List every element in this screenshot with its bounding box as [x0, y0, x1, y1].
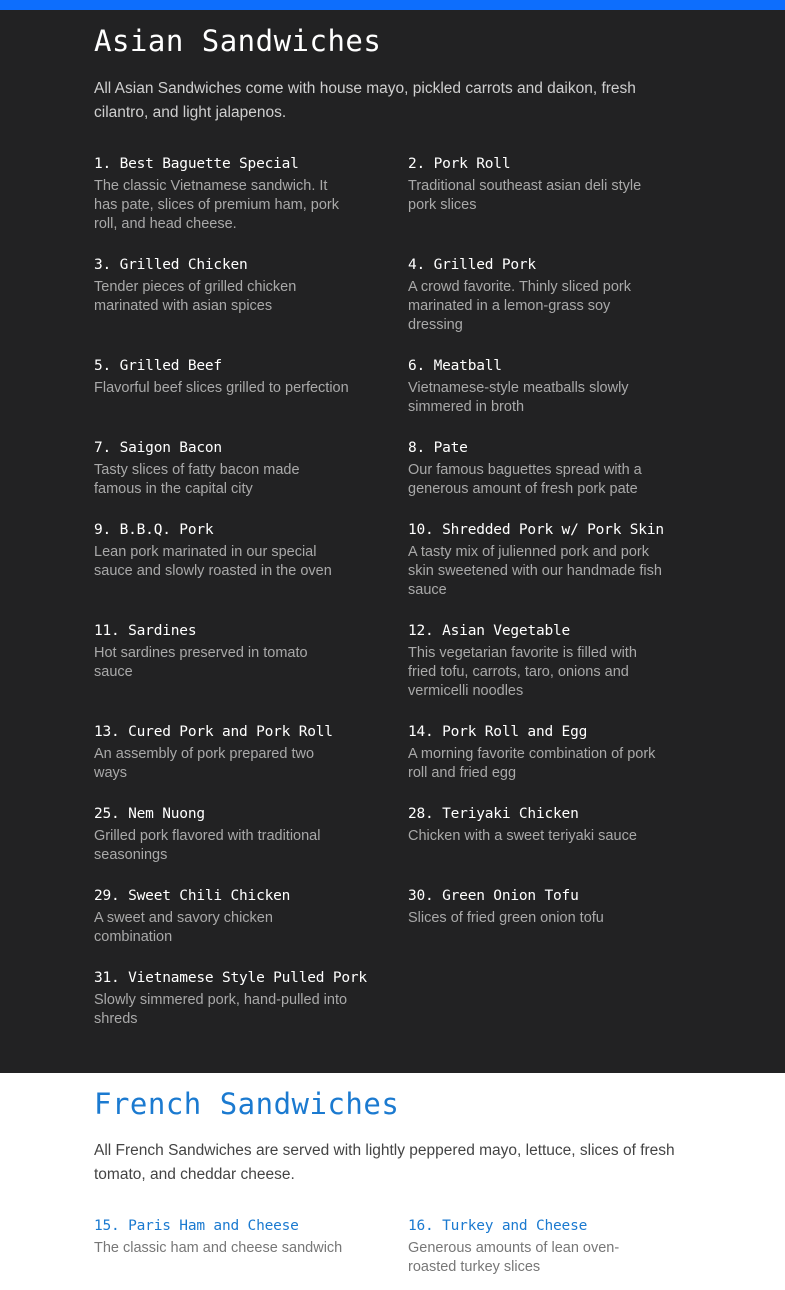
menu-item-desc: A morning favorite combination of pork roll and fried egg [408, 746, 656, 781]
menu-item-name: 3. Grilled Chicken [94, 257, 248, 273]
menu-item-desc: Hot sardines preserved in tomato sauce [94, 645, 308, 680]
menu-item [408, 356, 688, 417]
menu-item [94, 968, 374, 1029]
menu-item-desc: Slowly simmered pork, hand-pulled into shreds [94, 992, 348, 1027]
top-accent-bar [0, 0, 785, 10]
menu-item-name: 7. Saigon Bacon [94, 440, 222, 456]
menu-item [408, 804, 688, 846]
menu-item-desc: Slices of fried green onion tofu [408, 910, 604, 926]
menu-item-desc: Traditional southeast asian deli style pork slices [408, 178, 642, 213]
menu-item-name: 9. B.B.Q. Pork [94, 522, 214, 538]
menu-item [94, 255, 374, 316]
menu-item [408, 520, 688, 600]
menu-item-desc: Flavorful beef slices grilled to perfection [94, 380, 349, 396]
menu-item-desc: A tasty mix of julienned pork and pork skin sweetened with our handmade fish sauce [408, 544, 662, 598]
menu-item [94, 621, 374, 682]
menu-item-desc: Tender pieces of grilled chicken marinated with asian spices [94, 279, 297, 314]
section-intro: All French Sandwiches are served with lightly peppered mayo, lettuce, slices of fresh tomato, and cheddar cheese. [94, 1142, 675, 1183]
menu-item [94, 356, 374, 398]
menu-item-desc: An assembly of pork prepared two ways [94, 746, 315, 781]
menu-item [408, 722, 688, 783]
menu-item-name: 14. Pork Roll and Egg [408, 724, 588, 740]
section-title: Asian Sandwiches [94, 24, 382, 58]
menu-item-name: 2. Pork Roll [408, 156, 511, 172]
menu-item [94, 722, 374, 783]
menu-item-name: 15. Paris Ham and Cheese [94, 1218, 299, 1234]
menu-item-desc: The classic ham and cheese sandwich [94, 1240, 343, 1256]
menu-item-name: 5. Grilled Beef [94, 358, 222, 374]
menu-item-name: 30. Green Onion Tofu [408, 888, 579, 904]
menu-item [94, 1216, 374, 1258]
section-title: French Sandwiches [94, 1087, 400, 1121]
menu-item [94, 804, 374, 865]
menu-item-name: 1. Best Baguette Special [94, 156, 299, 172]
menu-item-name: 4. Grilled Pork [408, 257, 536, 273]
menu-item-name: 28. Teriyaki Chicken [408, 806, 579, 822]
menu-item-desc: The classic Vietnamese sandwich. It has pate, slices of premium ham, pork roll, and head cheese. [94, 178, 339, 232]
section-intro: All Asian Sandwiches come with house mayo, pickled carrots and daikon, fresh cilantro, and light jalapenos. [94, 80, 636, 121]
menu-item-name: 13. Cured Pork and Pork Roll [94, 724, 333, 740]
menu-item-name: 11. Sardines [94, 623, 197, 639]
menu-item-name: 6. Meatball [408, 358, 502, 374]
menu-item-name: 16. Turkey and Cheese [408, 1218, 588, 1234]
menu-item [408, 886, 688, 928]
menu-item-desc: Generous amounts of lean oven-roasted turkey slices [408, 1240, 620, 1275]
menu-item [94, 886, 374, 947]
menu-item-desc: This vegetarian favorite is filled with fried tofu, carrots, taro, onions and vermicelli noodles [408, 645, 637, 699]
menu-item [408, 1216, 688, 1277]
french-sandwiches-section [0, 1073, 785, 1290]
menu-item-desc: Lean pork marinated in our special sauce and slowly roasted in the oven [94, 544, 332, 579]
asian-sandwiches-section [0, 10, 785, 1073]
menu-item [94, 438, 374, 499]
menu-item-name: 10. Shredded Pork w/ Pork Skin [408, 522, 664, 538]
menu-item-desc: Vietnamese-style meatballs slowly simmered in broth [408, 380, 629, 415]
menu-item-desc: A crowd favorite. Thinly sliced pork marinated in a lemon-grass soy dressing [408, 279, 631, 333]
menu-item-name: 8. Pate [408, 440, 468, 456]
menu-item-desc: Our famous baguettes spread with a generous amount of fresh pork pate [408, 462, 642, 497]
menu-item [94, 520, 374, 581]
menu-item-name: 12. Asian Vegetable [408, 623, 571, 639]
menu-item [94, 154, 374, 234]
menu-item-name: 29. Sweet Chili Chicken [94, 888, 291, 904]
menu-item [408, 154, 688, 215]
menu-item-desc: Tasty slices of fatty bacon made famous in the capital city [94, 462, 300, 497]
menu-item [408, 621, 688, 701]
menu-item [408, 255, 688, 335]
menu-item-desc: Grilled pork flavored with traditional seasonings [94, 828, 321, 863]
menu-item-name: 31. Vietnamese Style Pulled Pork [94, 970, 367, 986]
menu-item-name: 25. Nem Nuong [94, 806, 205, 822]
menu-item-desc: A sweet and savory chicken combination [94, 910, 273, 945]
menu-item-desc: Chicken with a sweet teriyaki sauce [408, 828, 637, 844]
menu-item [408, 438, 688, 499]
